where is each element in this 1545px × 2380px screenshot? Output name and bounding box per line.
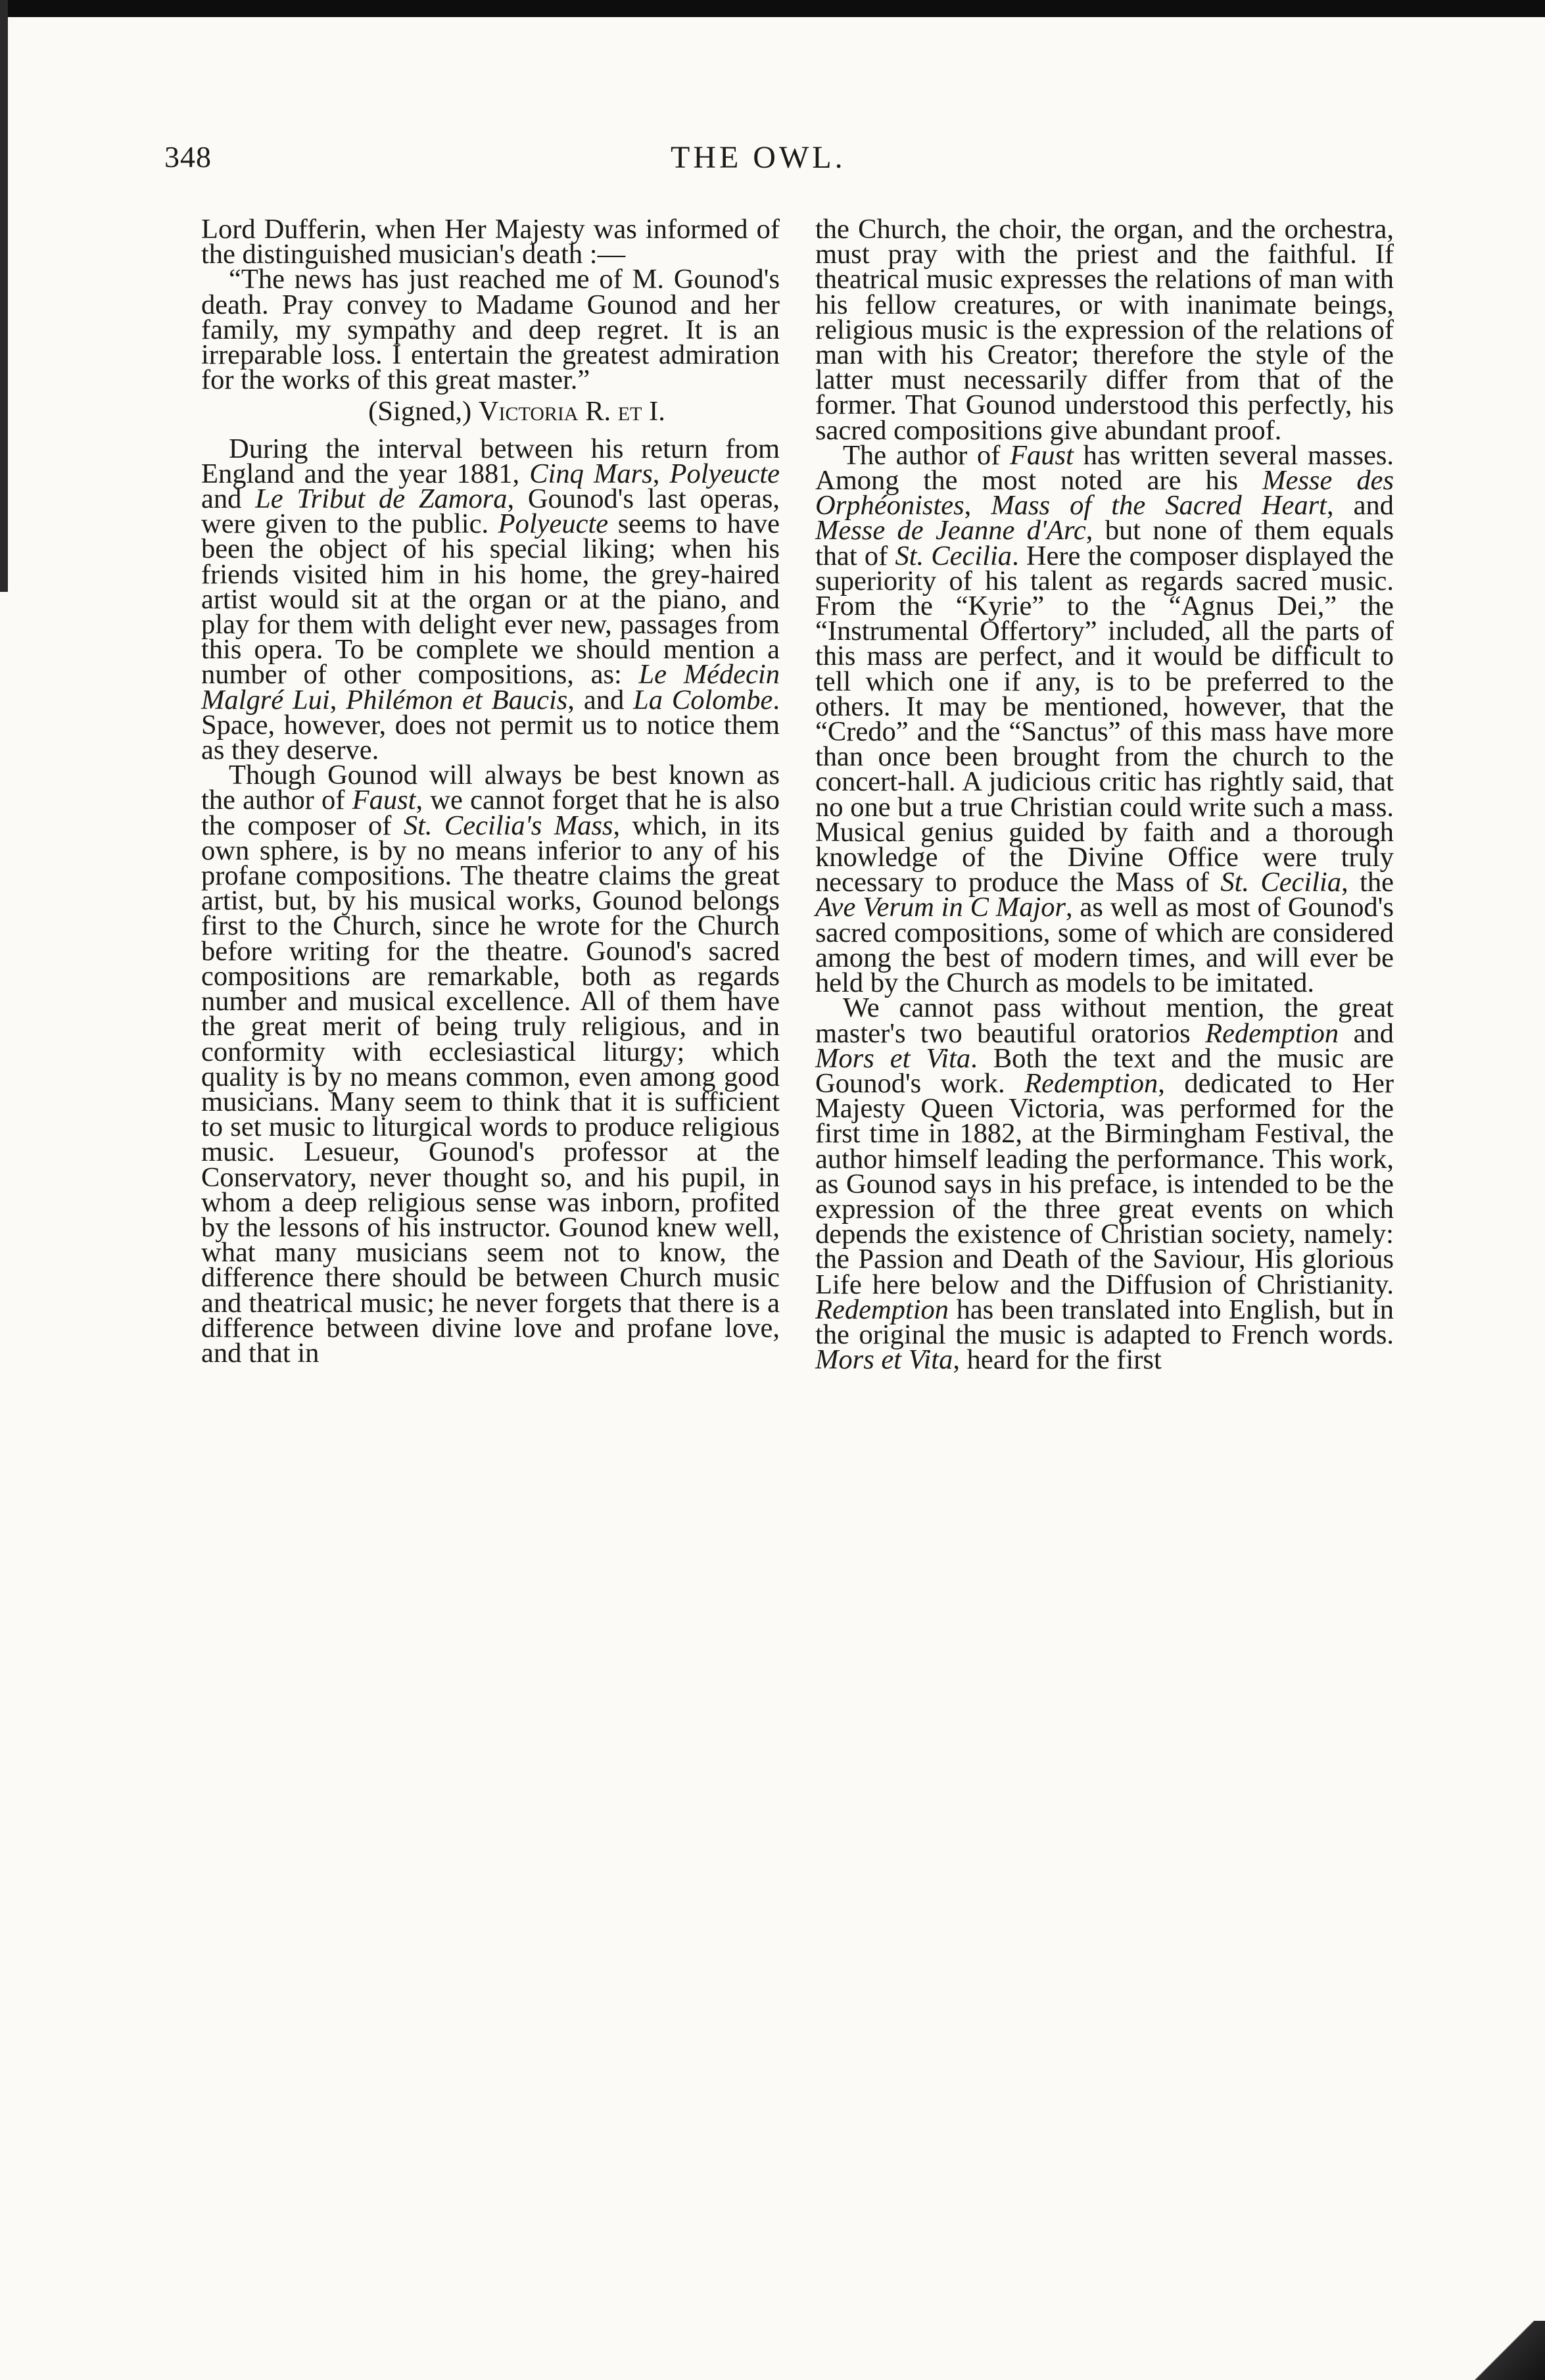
paragraph-dufferin: Lord Dufferin, when Her Majesty was informed of the distinguished musician's death :— bbox=[201, 214, 780, 270]
paragraph-sacred-works bbox=[201, 760, 780, 1369]
text-run: , bbox=[964, 490, 972, 522]
text-run: , and bbox=[1326, 490, 1394, 522]
title-mors-et-vita: Mors et Vita bbox=[815, 1042, 971, 1074]
paragraph-oratorios bbox=[815, 992, 1394, 1376]
title-ave-verum: Ave Verum in C Major bbox=[815, 892, 1066, 923]
title-polyeucte: Polyeucte bbox=[669, 458, 780, 489]
text-run: . Space, however, does not permit us to notice them as they deserve. bbox=[201, 684, 780, 766]
text-run: and bbox=[1353, 1017, 1394, 1049]
right-column bbox=[815, 214, 1394, 1376]
text-run: , we cannot forget that he is also the composer of bbox=[201, 785, 780, 841]
text-run: The author of bbox=[843, 439, 1001, 471]
title-st-cecilia: St. Cecilia bbox=[1220, 867, 1342, 898]
text-run: During the interval between his return from England and the year 1881, bbox=[201, 433, 780, 489]
page-corner-shadow bbox=[1446, 2321, 1545, 2380]
running-title: THE OWL. bbox=[671, 140, 846, 175]
text-run: , as well as most of Gounod's sacred compositions, some of which are considered among the best of modern times, and will ever be held by the Church as models to be imitated. bbox=[815, 892, 1394, 999]
signature-line bbox=[201, 393, 780, 436]
text-run: , and bbox=[567, 684, 625, 716]
text-run: seems to have been the object of his special liking; when his friends visited him in his home, the grey-haired artist would sit at the organ or at the piano, and play for them with delight ever new, passages from this opera. To be complete we should mention a number of other compositions, as: bbox=[201, 508, 780, 691]
title-tribut-de-zamora: Le Tribut de Zamora bbox=[255, 483, 508, 515]
page-number: 348 bbox=[164, 140, 212, 174]
paragraph-operas bbox=[201, 433, 780, 766]
text-run: Though Gounod will always be best known as the author of bbox=[201, 760, 780, 816]
title-philemon-et-baucis: Philémon et Baucis bbox=[346, 684, 568, 716]
text-run: has written several masses. Among the most noted are his bbox=[815, 439, 1394, 497]
page-header bbox=[164, 139, 1387, 192]
title-st-cecilia: St. Cecilia bbox=[895, 540, 1012, 571]
text-run: , heard for the first bbox=[953, 1344, 1162, 1376]
title-la-colombe: La Colombe bbox=[633, 684, 773, 716]
title-redemption: Redemption bbox=[1205, 1017, 1339, 1049]
title-cinq-mars: Cinq Mars bbox=[529, 458, 653, 489]
title-faust: Faust bbox=[352, 785, 416, 816]
paragraph-church-music: the Church, the choir, the organ, and the orchestra, must pray with the priest and the faithful. If theatrical music expresses the relations of man with his fellow creatures, or with inanimate beings, religious music is the expression of the relations of man with his Creator; therefore the style of the latter must necessarily differ from that of the former. That Gounod understood this perfectly, his sacred compositions give abundant proof. bbox=[815, 214, 1394, 446]
text-run: , the bbox=[1341, 867, 1394, 898]
title-mass-of-the-sacred-heart: Mass of the Sacred Heart bbox=[991, 490, 1327, 522]
title-st-cecilias-mass: St. Cecilia's Mass bbox=[403, 810, 613, 841]
title-messe-des-orpheonistes: Messe des Orphéonistes bbox=[815, 465, 1394, 522]
title-polyeucte: Polyeucte bbox=[498, 508, 609, 540]
title-mors-et-vita: Mors et Vita bbox=[815, 1344, 953, 1376]
title-messe-de-jeanne-darc: Messe de Jeanne d'Arc bbox=[815, 515, 1086, 546]
title-redemption: Redemption bbox=[815, 1294, 949, 1325]
page-edge-left bbox=[0, 0, 8, 592]
text-run: , Gounod's last operas, were given to the public. bbox=[201, 483, 780, 540]
title-redemption: Redemption bbox=[1024, 1067, 1158, 1099]
text-run: , dedicated to Her Majesty Queen Victoria, was performed for the first time in 1882, at the Birmingham Festival, the author himself leading the performance. This work, as Gounod says in his preface, is intended to be the expression of the three great events on which depends the existence of Christian society, namely: the Passion and Death of the Saviour, His glorious Life here below and the Diffusion of Christianity. bbox=[815, 1067, 1394, 1300]
signature-prefix: (Signed,) bbox=[368, 396, 472, 427]
text-run: , but none of them equals that of bbox=[815, 515, 1394, 571]
left-column bbox=[201, 214, 780, 1369]
title-faust: Faust bbox=[1010, 439, 1074, 471]
text-run: has been translated into English, but in the original the music is adapted to French words. bbox=[815, 1294, 1394, 1350]
text-run: , which, in its own sphere, is by no means inferior to any of his profane compositions. The theatre claims the great artist, but, by his musical works, Gounod belongs first to the Church, since he wrote for the Church before writing for the theatre. Gounod's sacred compositions are remarkable, both as regards number and musical excellence. All of them have the great merit of being truly religious, and in conformity with ecclesiastical liturgy; which quality is by no means common, even among good musicians. Many seem to think that it is sufficient to set music to liturgical words to produce religious music. Lesueur, Gounod's professor at the Conservatory, never thought so, and his pupil, in whom a deep religious sense was inborn, profited by the lessons of his instructor. Gounod knew well, what many musicians seem not to know, the difference there should be between Church music and theatrical music; he never forgets that there is a difference between divine love and profane love, and that in bbox=[201, 810, 780, 1369]
title-medecin-malgre-lui: Le Médecin Malgré Lui bbox=[201, 659, 780, 716]
page-edge-top bbox=[0, 0, 1545, 17]
text-run: , bbox=[329, 684, 337, 716]
paragraph-queen-message: “The news has just reached me of M. Gounod's death. Pray convey to Madame Gounod and her family, my sympathy and deep regret. It is an irreparable loss. I entertain the greatest admiration for the works of this great master.” bbox=[201, 264, 780, 396]
text-run: and bbox=[201, 483, 242, 515]
text-run: . Both the text and the music are Gounod's work. bbox=[815, 1042, 1394, 1099]
text-run: We cannot pass without mention, the great master's two beautiful oratorios bbox=[815, 992, 1394, 1049]
text-run: . Here the composer displayed the superiority of his talent as regards sacred music. From the “Kyrie” to the “Agnus Dei,” the “Instrumental Offertory” included, all the parts of this mass are perfect, and it would be difficult to tell which one if any, is to be preferred to the others. It may be mentioned, however, that the “Credo” and the “Sanctus” of this mass have more than once been brought from the church to the concert-hall. A judicious critic has rightly said, that no one but a true Christian could write such a mass. Musical genius guided by faith and a thorough knowledge of the Divine Office were truly necessary to produce the Mass of bbox=[815, 540, 1394, 898]
text-run: , bbox=[652, 458, 660, 489]
paragraph-masses bbox=[815, 439, 1394, 999]
signature-name: Victoria R. et I. bbox=[478, 396, 665, 427]
